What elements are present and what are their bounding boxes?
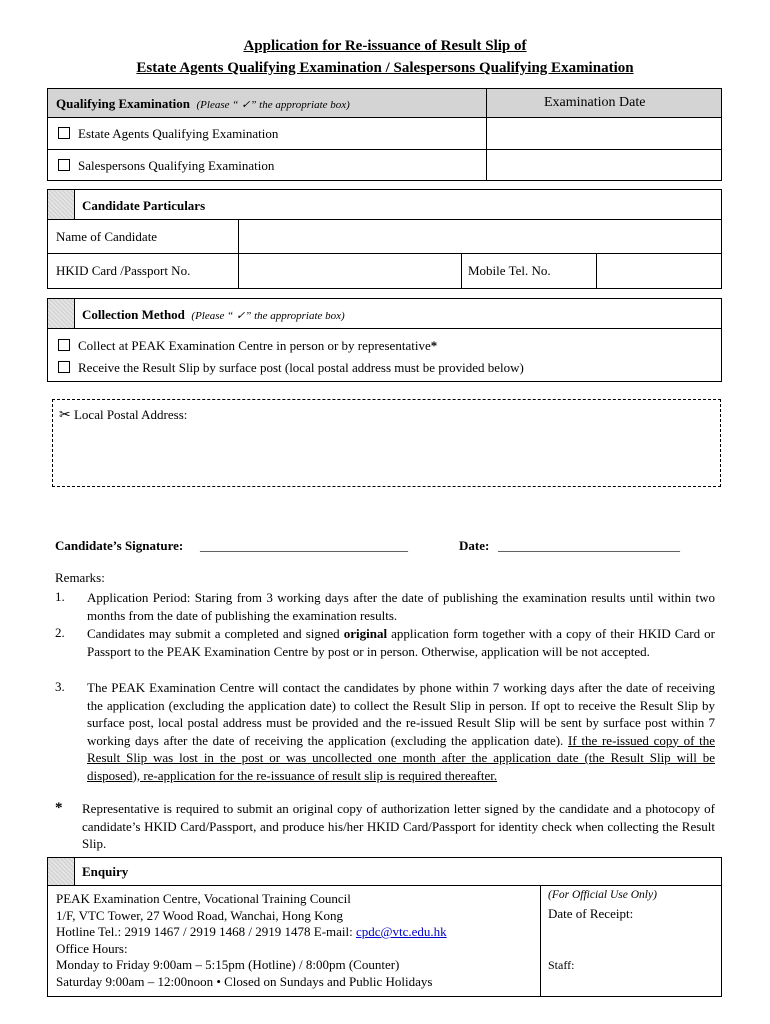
staff-label: Staff:	[548, 958, 575, 972]
estate-agents-exam-date-field[interactable]	[488, 119, 720, 148]
scissors-icon: ✂	[59, 407, 71, 423]
examination-date-header: Examination Date	[544, 95, 646, 110]
office-hours-label: Office Hours:	[56, 940, 128, 956]
enquiry-contact-block	[56, 891, 538, 990]
candidate-particulars-header: Candidate Particulars	[82, 198, 206, 213]
option-collect-in-person[interactable]: Collect at PEAK Examination Centre in person or by representative*	[58, 338, 437, 354]
email-link[interactable]: cpdc@vtc.edu.hk	[356, 924, 447, 939]
postal-address-label: Local Postal Address:	[73, 407, 188, 422]
name-label: Name of Candidate	[56, 229, 158, 244]
candidate-particulars-table	[47, 189, 722, 289]
enquiry-address: 1/F, VTC Tower, 27 Wood Road, Wanchai, Hong Kong	[56, 907, 343, 923]
postal-address-box[interactable]	[52, 399, 721, 487]
enquiry-centre-name: PEAK Examination Centre, Vocational Training Council	[56, 891, 351, 906]
date-label: Date:	[459, 538, 490, 553]
remark-asterisk: *	[55, 800, 63, 816]
remark-3-number: 3.	[55, 679, 65, 694]
title-line-1: Application for Re-issuance of Result Slip of	[243, 38, 527, 54]
checkbox-collect-in-person[interactable]	[58, 339, 70, 351]
enquiry-table	[47, 857, 722, 997]
mobile-label: Mobile Tel. No.	[468, 263, 551, 278]
qualifying-exam-instruction: (Please “ ✓” the appropriate box)	[196, 99, 350, 111]
remark-1-number: 1.	[55, 589, 65, 604]
remark-3-text: The PEAK Examination Centre will contact the candidates by phone within 7 working days after the date of receiving the application (excluding the application date) to collect the Result Slip in person. If opt to receive the Result Slip by surface post, local postal address must be provided and the re-issued Result Slip will be sent by surface post within 7 working days after the date of receiving the application (excluding the application date). If the re-issued copy of the Result Slip was lost in the post or was uncollected one month after the application date (the Result Slip will be disposed), re-application for the re-issuance of result slip is required thereafter.	[87, 680, 716, 783]
signature-label: Candidate’s Signature:	[55, 538, 184, 553]
remark-1-text: Application Period: Staring from 3 working days after the date of publishing the examination results until within two months from the date of publishing the examination results.	[87, 590, 715, 623]
representative-asterisk: *	[430, 338, 438, 353]
qualifying-exam-header: Qualifying Examination (Please “ ✓” the appropriate box)	[56, 96, 350, 111]
collection-method-header: Collection Method (Please “ ✓” the appropriate box)	[82, 307, 345, 322]
remark-2-number: 2.	[55, 625, 65, 640]
checkbox-estate-agents[interactable]	[58, 127, 70, 139]
date-line[interactable]: ____________________________	[498, 538, 680, 553]
checkbox-salespersons[interactable]	[58, 159, 70, 171]
remark-representative-text: Representative is required to submit an original copy of authorization letter signed by the candidate and a photocopy of candidate’s HKID Card/Passport, and produce his/her HKID Card/Passport for identity check when collecting the Result Slip.	[82, 801, 715, 851]
option-estate-agents[interactable]: Estate Agents Qualifying Examination	[58, 126, 278, 142]
office-hours-saturday: Saturday 9:00am – 12:00noon • Closed on Sundays and Public Holidays	[56, 973, 433, 989]
enquiry-header: Enquiry	[82, 864, 129, 879]
remark-3-underlined: If the re-issued copy of the Result Slip was lost in the post or was uncollected one month after the application date (the Result Slip will be disposed), re-application for the re-issuance of result slip is required thereafter.	[87, 732, 716, 783]
mobile-input[interactable]	[598, 255, 720, 287]
qualifying-exam-table	[47, 88, 722, 181]
checkbox-surface-post[interactable]	[58, 361, 70, 373]
hkid-label: HKID Card /Passport No.	[56, 263, 191, 278]
official-use-label: (For Official Use Only)	[548, 889, 657, 901]
name-input[interactable]	[240, 221, 720, 252]
collection-method-instruction: (Please “ ✓” the appropriate box)	[191, 310, 345, 322]
enquiry-hotline: Hotline Tel.: 2919 1467 / 2919 1468 / 2919 1478 E-mail: cpdc@vtc.edu.hk	[56, 924, 447, 939]
signature-line[interactable]: ________________________________	[200, 538, 408, 553]
date-of-receipt-label: Date of Receipt:	[548, 906, 634, 921]
option-surface-post[interactable]: Receive the Result Slip by surface post (local postal address must be provided below)	[58, 360, 524, 376]
remarks-heading: Remarks:	[55, 570, 105, 585]
hkid-input[interactable]	[240, 255, 460, 287]
option-salespersons[interactable]: Salespersons Qualifying Examination	[58, 158, 274, 174]
collection-method-table	[47, 298, 722, 382]
title-line-2: Estate Agents Qualifying Examination / Salespersons Qualifying Examination	[136, 60, 634, 76]
office-hours-weekday: Monday to Friday 9:00am – 5:15pm (Hotline) / 8:00pm (Counter)	[56, 957, 400, 972]
remark-2-text: Candidates may submit a completed and signed original application form together with a copy of their HKID Card or Passport to the PEAK Examination Centre by post or in person. Otherwise, application will be not accepted.	[87, 626, 715, 659]
salespersons-exam-date-field[interactable]	[488, 151, 720, 179]
